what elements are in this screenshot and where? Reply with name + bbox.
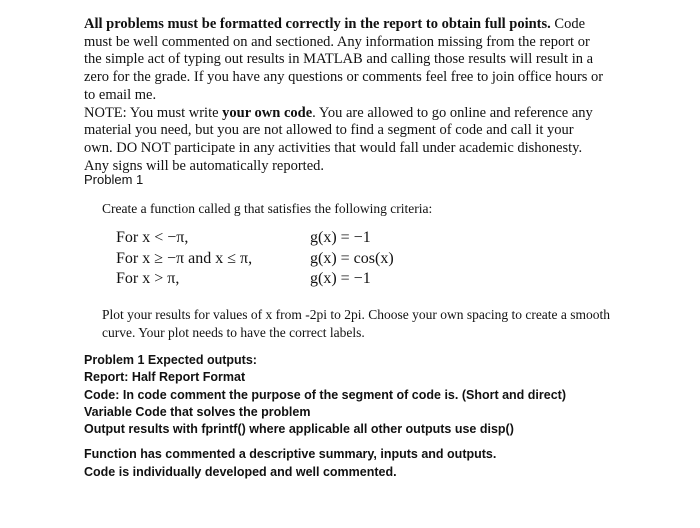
expected-output-line: Variable Code that solves the problem [84,404,311,419]
criteria-condition: For x < −π, [116,229,189,246]
expected-output-line: Code is individually developed and well commented. [84,464,397,479]
instructions-paragraph-2 [84,105,604,176]
expected-output-line: Output results with fprintf() where applicable all other outputs use disp() [84,422,514,437]
own-code-emphasis: your own code [222,104,313,121]
expected-outputs-heading: Problem 1 Expected outputs: [84,353,257,367]
criteria-value: g(x) = −1 [310,229,371,246]
criteria-condition: For x ≥ −π and x ≤ π, [116,250,253,267]
plot-instructions: Plot your results for values of x from -2pi to 2pi. Choose your own spacing to create a smooth curve. Your plot needs to have the correct labels. [102,307,611,340]
problem-heading: Problem 1 [84,172,144,187]
criteria-value: g(x) = −1 [310,270,371,287]
instructions-paragraph-1-rest: Code must be well commented on and sectioned. Any information missing from the report or the simple act of typing out results in MATLAB and calling those results will result in a zero for the grade. If you have any questions or comments feel free to join office hours or to email me. [84,16,604,103]
expected-output-line: Function has commented a descriptive summary, inputs and outputs. [84,447,497,462]
criteria-condition: For x > π, [116,270,180,287]
expected-output-line: Code: In code comment the purpose of the segment of code is. (Short and direct) [84,387,566,402]
expected-output-line: Report: Half Report Format [84,370,246,385]
note-rest: . You are allowed to go online and reference any material you need, but you are not allowed to find a segment of code and call it your own. DO NOT participate in any activities that would fall under academic dishonesty. Any signs will be automatically reported. [84,104,593,174]
criteria-value: g(x) = cos(x) [310,250,394,267]
criteria-lead: Create a function called g that satisfies the following criteria: [102,201,433,216]
note-prefix: NOTE: You must write [84,104,223,121]
expected-outputs [84,352,644,481]
full-points-warning: All problems must be formatted correctly in the report to obtain full points. [84,16,551,32]
instructions-paragraph-1 [84,16,604,105]
spacer [84,438,644,446]
instructions-text [84,16,604,175]
